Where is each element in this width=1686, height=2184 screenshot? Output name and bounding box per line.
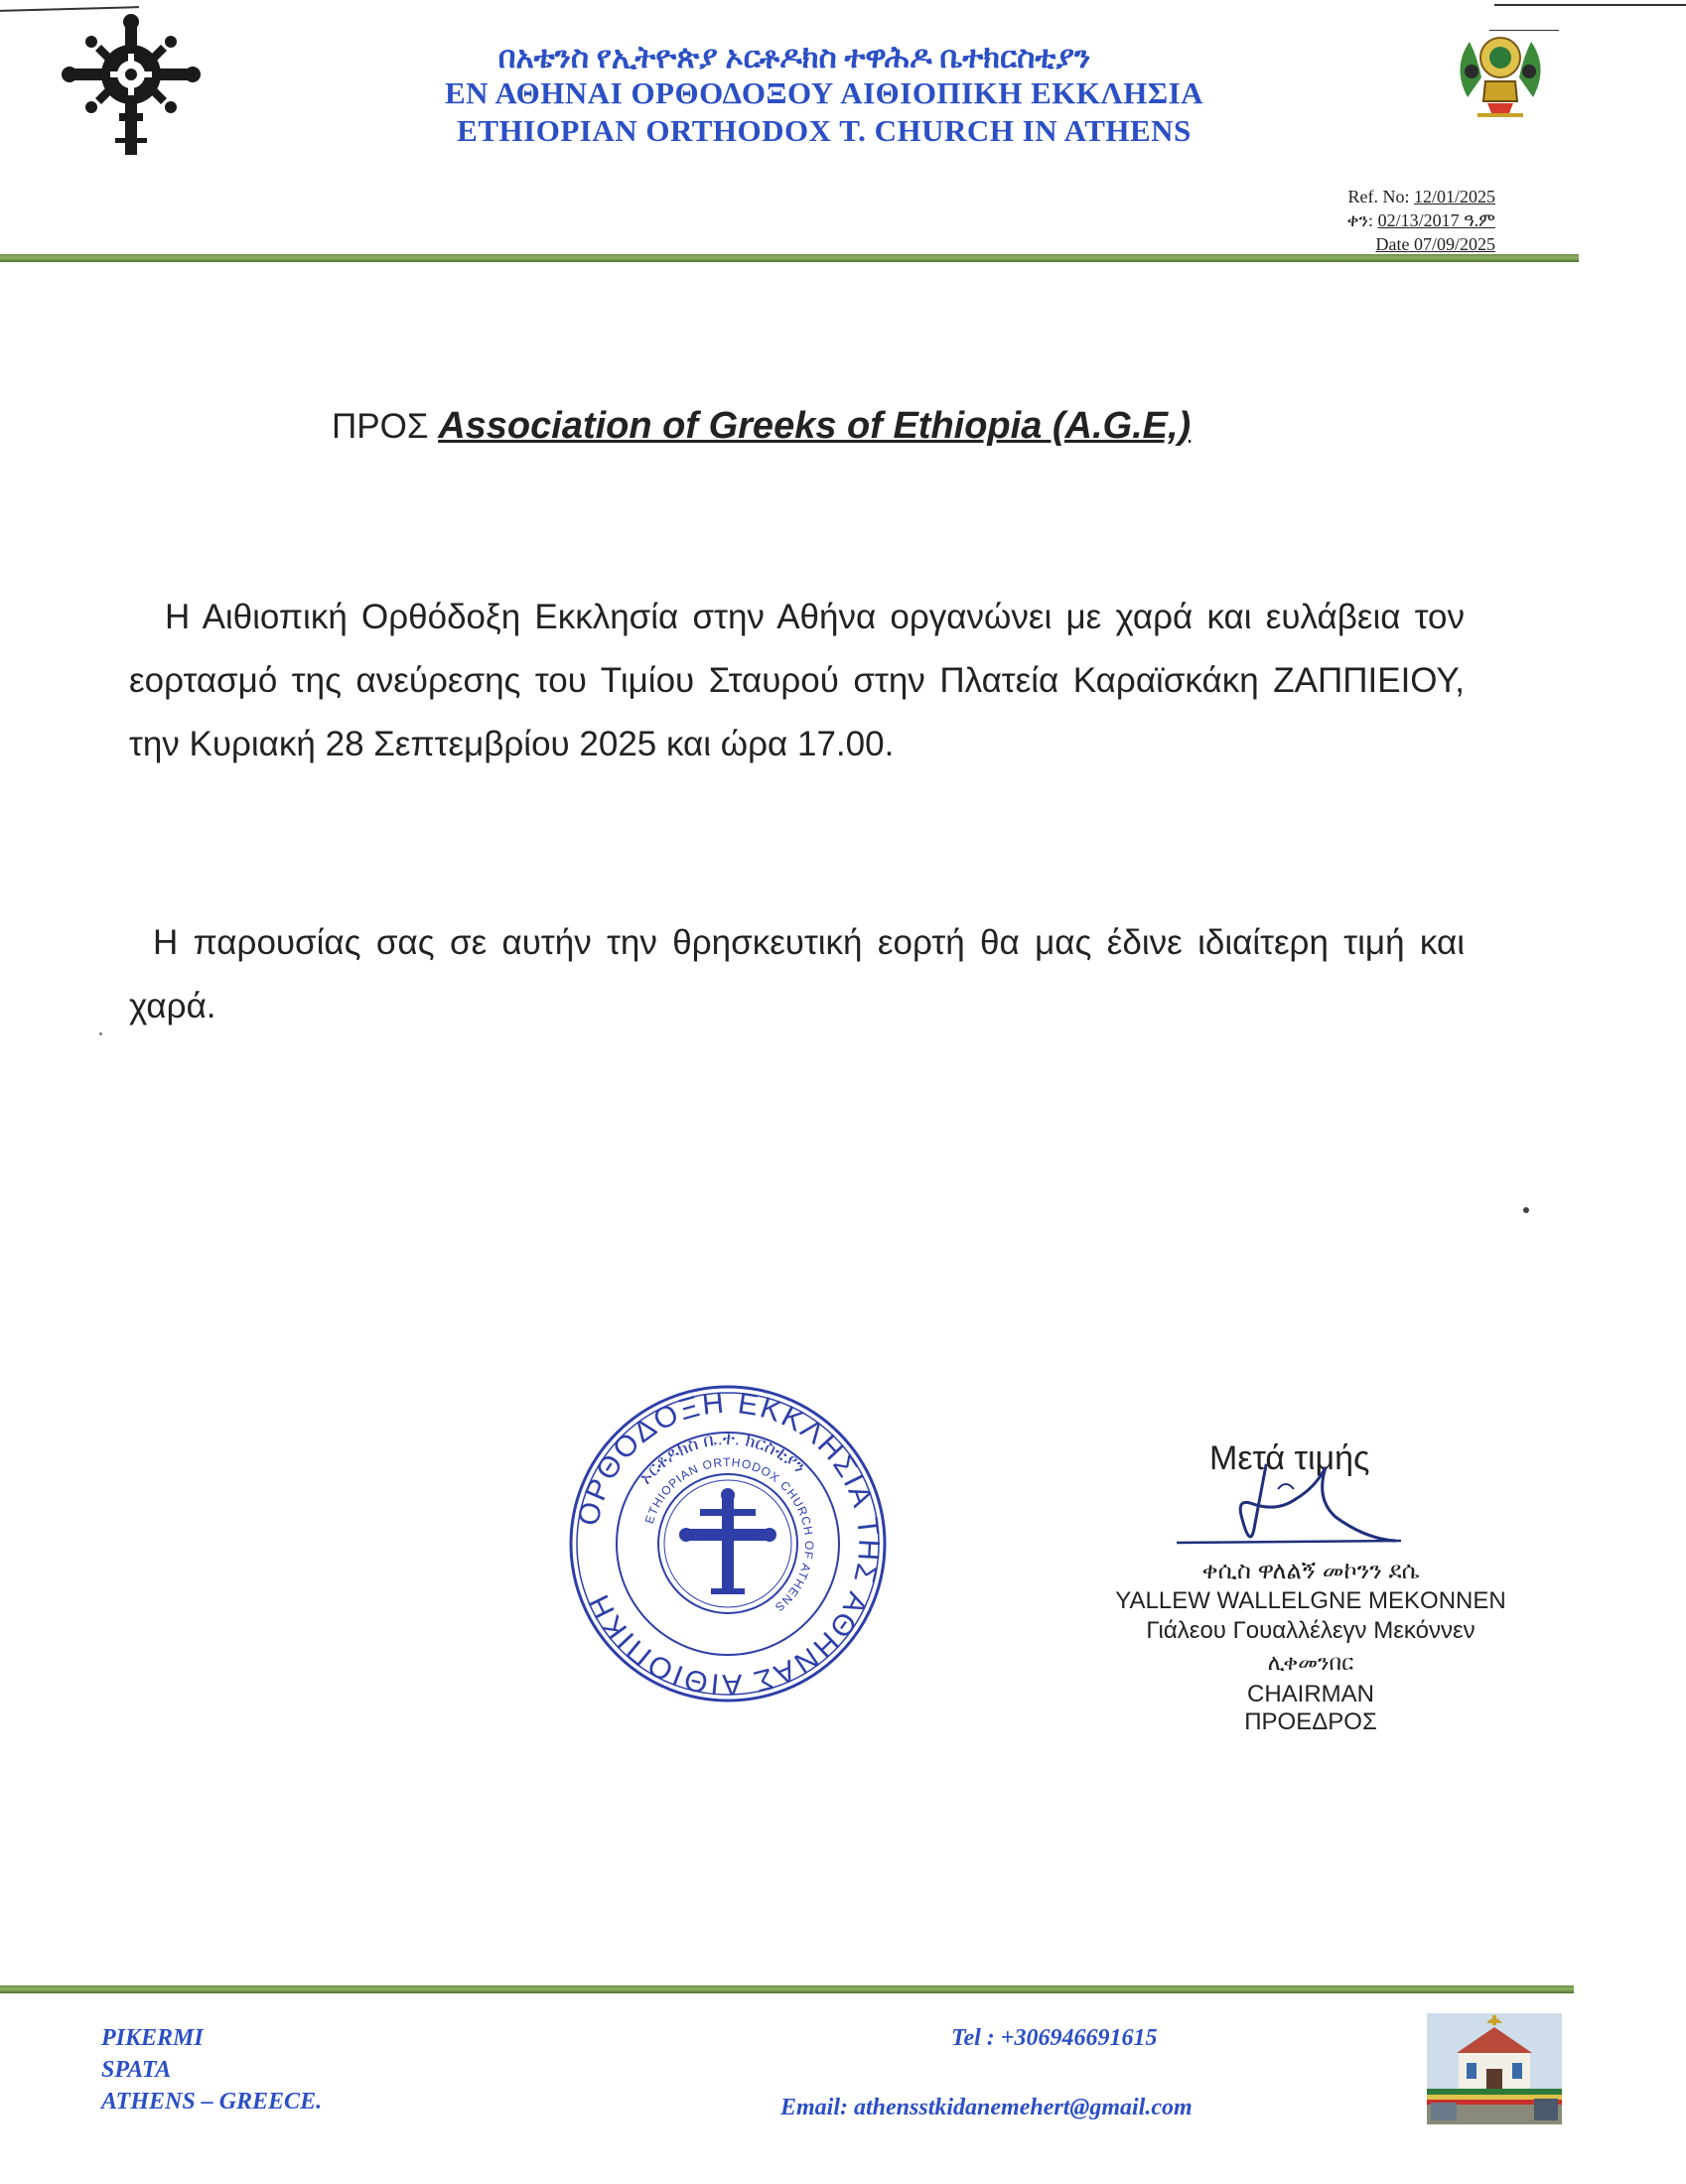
scan-mark-left [0,6,139,12]
recipient-line [332,405,1191,448]
header-divider [0,254,1579,262]
signer-title-amharic: ሊቀመንበር [1267,1650,1354,1675]
handwritten-signature [1167,1459,1405,1569]
ref-number-row [1192,185,1495,208]
signer-title-english: CHAIRMAN [1246,1681,1374,1707]
seal-cross-icon [679,1488,776,1594]
date-label: Date [1375,234,1410,254]
body-paragraph-1: Η Αιθιοπική Ορθόδοξη Εκκλησία στην Αθήνα οργανώνει με χαρά και ευλάβεια τον εορτασμό της ανεύρεσης του Τιμίου Σταυρού στην Πλατεία Καραϊσκάκη ΖΑΠΠΙΕΙΟΥ, την Κυριακή 28 Σεπτεμβρίου 2025 και ώρα 17.00. [129,598,1465,763]
scan-speck [99,1032,102,1035]
signer-name-latin: YALLEW WALLELGNE MEKONNEN [1115,1587,1506,1614]
scan-speck [1523,1207,1529,1213]
footer-email: Email: athensstkidanemehert@gmail.com [780,2095,1193,2120]
footer-address-line-1: PIKERMI [101,2025,204,2051]
footer-phone: Tel : +306946691615 [951,2025,1158,2051]
church-emblem-logo [1448,28,1553,121]
footer-divider [0,1985,1574,1993]
footer-address-line-3: ATHENS – GREECE. [101,2089,323,2115]
closing-phrase: Μετά τιμής [1209,1439,1370,1477]
ethiopian-date-value: 02/13/2017 ዓ.ም [1377,210,1495,230]
scan-mark-right [1494,4,1686,6]
footer-address-line-2: SPATA [101,2057,172,2083]
signer-name-greek: Γιάλεου Γουαλλέλεγν Μεκόννεν [1146,1617,1475,1644]
ethiopian-date-row [1192,208,1495,232]
header-greek-title: ΕΝ ΑΘΗΝΑΙ ΟΡΘΟΔΟΞΟΥ ΑΙΘΙΟΠΙΚΗ ΕΚΚΛΗΣΙΑ [444,75,1204,110]
seal-outer-text: ΟΡΘΟΔΟΞΗ ΕΚΚΛΗΣΙΑ ΤΗΣ ΑΘΗΝΑΣ ΑΙΘΙΟΠΙΚΗ [572,1386,886,1702]
ref-number-label: Ref. No: [1347,187,1410,206]
ethiopian-date-label: ቀን: [1346,210,1374,230]
header-english-title: ETHIOPIAN ORTHODOX T. CHURCH IN ATHENS [457,113,1192,148]
church-building-photo [1427,2013,1562,2124]
seal-middle-text: ኦርቶዶክስ ቤ.ተ. ክርስቲያን [634,1428,810,1488]
seal-inner-text: ETHIOPIAN ORTHODOX CHURCH OF ATHENS [641,1454,817,1615]
recipient-name: Association of Greeks of Ethiopia (A.G.E,) [438,405,1192,447]
salutation-prefix: ΠΡΟΣ [332,407,429,446]
reference-block [1192,185,1495,256]
ref-number-value: 12/01/2025 [1413,187,1495,206]
body-paragraph-2: Η παρουσίας σας σε αυτήν την θρησκευτική εορτή θα μας έδινε ιδιαίτερη τιμή και χαρά. [129,923,1465,1025]
date-row [1192,232,1495,256]
date-value: 07/09/2025 [1413,234,1495,254]
church-seal-stamp [564,1380,892,1707]
header-amharic-title: በአቴንስ የኢትዮጵያ ኦርቶዶክስ ተዋሕዶ ቤተክርስቲያን [497,40,1091,74]
signer-name-amharic: ቀሲስ ዋለልኝ መኮንን ደሴ [1201,1558,1420,1584]
signer-title-greek: ΠΡΟΕΔΡΟΣ [1244,1708,1377,1735]
ethiopian-cross-logo [62,14,201,159]
